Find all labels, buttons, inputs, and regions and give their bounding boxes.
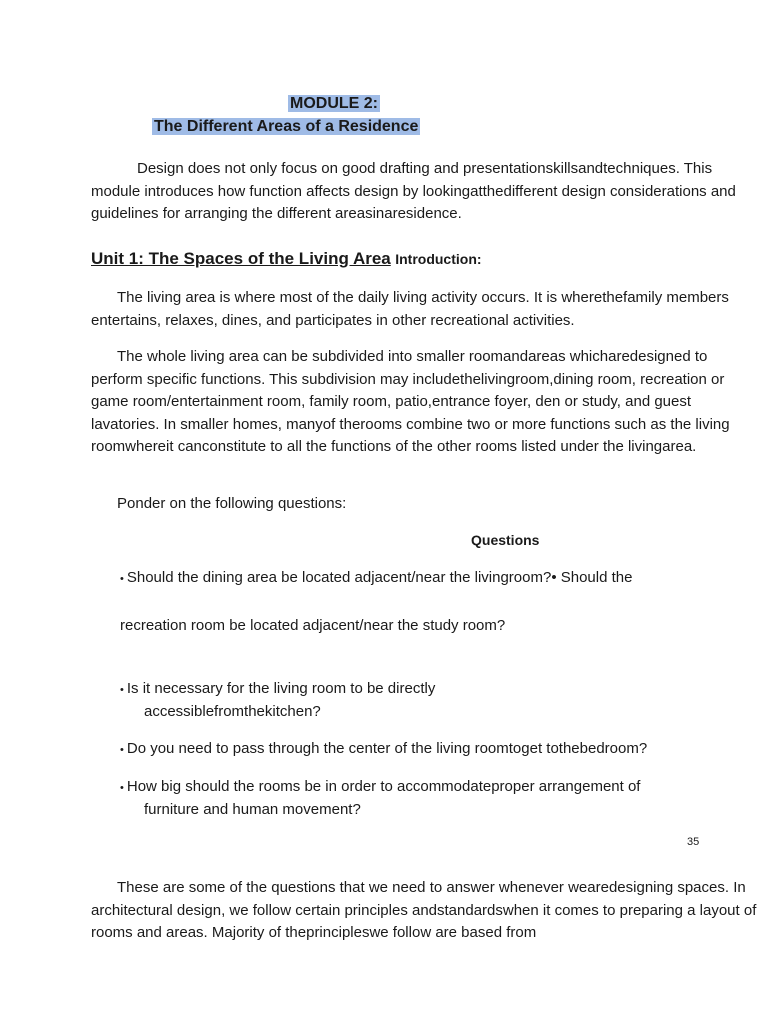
unit-title: Unit 1: The Spaces of the Living Area: [91, 249, 391, 268]
question-item-continuation: recreation room be located adjacent/near the study room?: [120, 617, 506, 634]
question-item: • How big should the rooms be in order to accommodateproper arrangement of furniture and human movement?: [120, 778, 641, 818]
module-title: The Different Areas of a Residence: [154, 118, 419, 135]
closing-paragraph: These are some of the questions that we need to answer whenever wearedesigning spaces. In architectural design, we follow certain principles andstandardswhen it comes to preparing a layout of rooms and areas. Majority of theprincipleswe follow are based from: [91, 879, 757, 941]
intro-paragraph: Design does not only focus on good drafting and presentationskillsandtechniques. This module introduces how function affects design by lookingatthedifferent design considerations and guidelines for arranging the different areasinaresidence.: [91, 160, 736, 222]
bullet-icon: •: [120, 684, 124, 696]
questions-heading: Questions: [471, 532, 540, 548]
paragraph-subdivision: The whole living area can be subdivided into smaller roomandareas whicharedesigned to perform specific functions. This subdivision may includethelivingroom,dining room, recreation or game room/entertainment room, family room, patio,entrance foyer, den or study, and guest lavatories. In smaller homes, manyof therooms combine two or more functions such as the living roomwhereit canconstitute to all the functions of the other rooms listed under the livingarea.: [91, 348, 730, 455]
paragraph-living-area: The living area is where most of the daily living activity occurs. It is wherethefamily members entertains, relaxes, dines, and participates in other recreational activities.: [91, 289, 729, 329]
page-number: 35: [687, 836, 700, 848]
question-item: • Do you need to pass through the center of the living roomtoget tothebedroom?: [120, 740, 648, 757]
bullet-icon: •: [120, 744, 124, 756]
ponder-text: Ponder on the following questions:: [117, 495, 347, 512]
bullet-icon: •: [120, 573, 124, 585]
unit-intro-label: Introduction:: [395, 251, 482, 267]
module-label: MODULE 2:: [290, 95, 378, 112]
unit-heading: [91, 249, 482, 269]
bullet-icon: •: [120, 782, 124, 794]
question-item: • Is it necessary for the living room to be directly accessiblefromthekitchen?: [120, 680, 436, 720]
question-item: • Should the dining area be located adjacent/near the livingroom?• Should the: [120, 569, 633, 586]
